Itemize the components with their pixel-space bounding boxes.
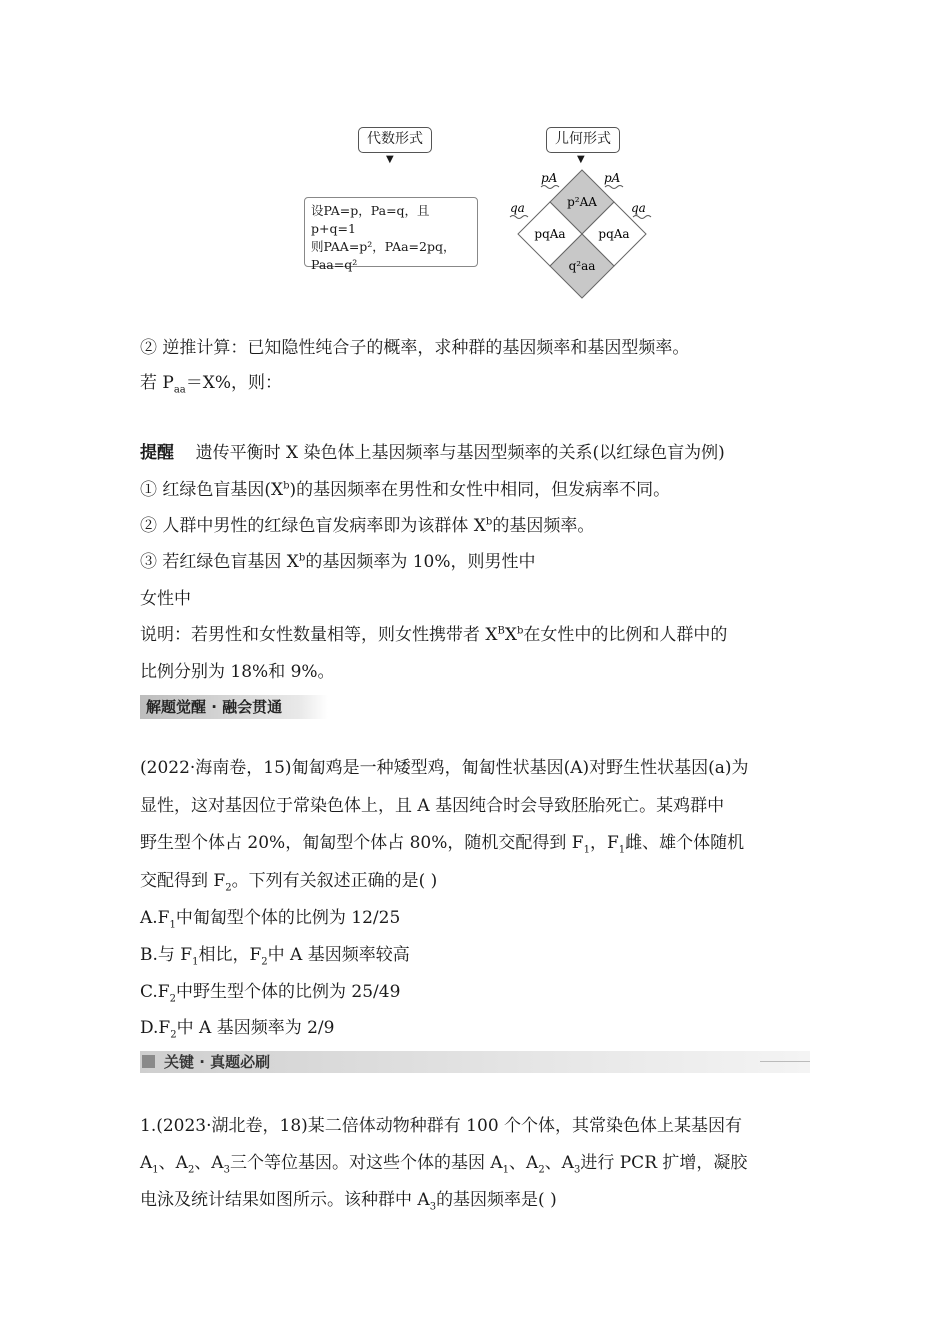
geometry-form-label: 儿何形式 — [546, 127, 620, 153]
tip-item-2: ② 人群中男性的红绿色盲发病率即为该群体 $X^b$的基因频率。 — [140, 516, 595, 536]
banner-rule — [760, 1061, 810, 1062]
reverse-calc-formula: 若 $P_{aa}=X\%$，则： — [140, 373, 283, 396]
tip-note-2: 比例分别为 18%和 9%。 — [140, 662, 335, 682]
question-text: 野生型个体占 20%，匍匐型个体占 80%，随机交配得到 $F_1$，$F_1$雌、雄个体随机 — [140, 833, 745, 856]
tip-note-1: 说明：若男性和女性数量相等，则女性携带者 $X^BX^b$在女性中的比例和人群中的 — [140, 625, 728, 645]
cell-top-label: p²AA — [567, 195, 597, 209]
arrow-down-icon: ▼ — [577, 154, 585, 165]
tip-item-1: ① 红绿色盲基因$(X^b)$的基因频率在男性和女性中相同，但发病率不同。 — [140, 480, 671, 500]
tip-item-4: 女性中 — [140, 589, 191, 609]
question-text: 显性，这对基因位于常染色体上，且 A 基因纯合时会导致胚胎死亡。某鸡群中 — [140, 796, 725, 816]
banner-square-icon — [142, 1055, 155, 1068]
reverse-calc-line: ② 逆推计算：已知隐性纯合子的概率，求种群的基因频率和基因型频率。 — [140, 338, 690, 358]
cell-left-label: pqAa — [534, 227, 566, 241]
option-a[interactable]: $A.F_1$中匍匐型个体的比例为 12/25 — [140, 908, 401, 931]
wave-right — [633, 216, 651, 219]
edge-label-right: qa — [631, 201, 646, 215]
algebra-formula-box — [304, 197, 478, 272]
question-text: 1.(2023·湖北卷，18)某二倍体动物种群有 100 个个体，其常染色体上某基因有 — [140, 1116, 743, 1136]
cell-right-label: pqAa — [598, 227, 630, 241]
question-text: 电泳及统计结果如图所示。该种群中 $A_3$的基因频率是( ) — [140, 1190, 557, 1213]
formula-line: 设PA=p，Pa=q，且p+q=1 — [311, 203, 430, 236]
cell-bottom-label: q²aa — [568, 259, 596, 273]
edge-label-left: qa — [510, 201, 525, 215]
formula-line: 则PAA=p²，PAa=2pq， — [311, 239, 456, 254]
geometry-diamond-diagram — [505, 165, 660, 300]
wave-left — [510, 216, 528, 219]
wave-right-top — [605, 186, 623, 189]
formula-line: Paa=q² — [311, 257, 358, 272]
question-text: 交配得到 $F_2$。下列有关叙述正确的是( ) — [140, 871, 438, 894]
arrow-down-icon: ▼ — [386, 154, 394, 165]
question-text: $A_1$、$A_2$、$A_3$三个等位基因。对这些个体的基因 $A_1$、$A_2$、$A_3$进行 PCR 扩增，凝胶 — [140, 1153, 748, 1176]
section-banner-bar — [140, 1051, 810, 1073]
option-b[interactable]: B.与 $F_1$相比，$F_2$中 A 基因频率较高 — [140, 945, 410, 968]
tip-item-3: ③ 若红绿色盲基因 $X^b$的基因频率为 10%，则男性中 — [140, 552, 536, 572]
option-d[interactable]: $D.F_2$中 A 基因频率为 2/9 — [140, 1018, 335, 1041]
edge-label-top-left: pA — [541, 171, 558, 185]
tip-intro: 提醒 遗传平衡时 X 染色体上基因频率与基因型频率的关系(以红绿色盲为例) — [140, 443, 725, 463]
edge-label-top-right: pA — [604, 171, 621, 185]
wave-left-top — [541, 186, 559, 189]
tip-title: 提醒 — [140, 443, 174, 463]
question-text: (2022·海南卷，15)匍匐鸡是一种矮型鸡，匍匐性状基因(A)对野生性状基因(a)为 — [140, 758, 749, 778]
section-banner-solve: 解题觉醒 · 融会贯通 — [140, 695, 328, 719]
section-banner-keys: 关键 · 真题必刷 — [164, 1053, 271, 1071]
option-c[interactable]: $C.F_2$中野生型个体的比例为 25/49 — [140, 982, 401, 1005]
algebra-form-label: 代数形式 — [358, 127, 432, 153]
